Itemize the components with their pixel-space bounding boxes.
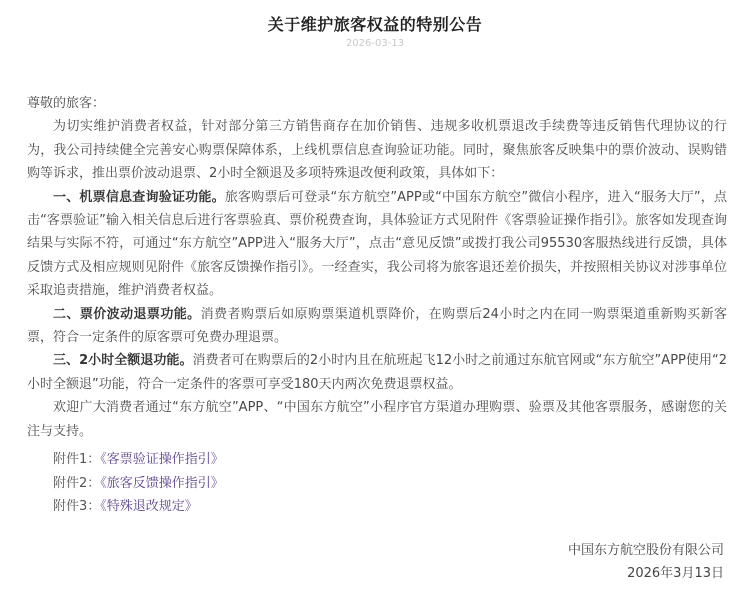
intro-paragraph: 为切实维护消费者权益，针对部分第三方销售商存在加价销售、违规多收机票退改手续费等违反销售代理协议的行为，我公司持续健全完善安心购票保障体系，上线机票信息查询验证功能。同时，聚焦旅客反映集中的票价波动、误购错购等诉求，推出票价波动退票、2小时全额退及多项特殊退改便利政策，具体如下： [27, 119, 727, 182]
section-2 [27, 303, 727, 350]
signature-company: 中国东方航空股份有限公司 [567, 543, 724, 558]
attachments-list [53, 448, 224, 519]
attachment-label: 附件3： [53, 499, 101, 514]
section-1-heading: 一、机票信息查询验证功能。 [53, 189, 225, 205]
attachment-label: 附件2： [53, 475, 101, 491]
section-3-heading: 三、2小时全额退功能。 [53, 353, 193, 369]
section-3-text: 消费者可在购票后的2小时内且在航班起飞12小时之前通过东航官网或“东方航空”APP使用“2小时全额退”功能，符合一定条件的客票可享受180天内两次免费退票权益。 [27, 353, 727, 392]
publish-date: 2026-03-13 [345, 38, 405, 49]
attachment-link-ticket-verification[interactable]: 《客票验证操作指引》 [100, 452, 224, 467]
attachment-item [53, 472, 224, 496]
section-1 [27, 186, 727, 303]
attachment-link-passenger-feedback[interactable]: 《旅客反馈操作指引》 [100, 475, 224, 491]
closing-paragraph: 欢迎广大消费者通过“东方航空”APP、“中国东方航空”小程序官方渠道办理购票、验票及其他客票服务，感谢您的关注与支持。 [27, 400, 727, 439]
section-2-heading: 二、票价波动退票功能。 [53, 306, 201, 322]
attachment-item [53, 448, 224, 472]
attachment-link-special-refund-rules[interactable]: 《特殊退改规定》 [100, 499, 198, 514]
section-1-text: 旅客购票后可登录“东方航空”APP或“中国东方航空”微信小程序，进入“服务大厅”，点击“客票验证”输入相关信息后进行客票验真、票价税费查询，具体验证方式见附件《客票验证操作指引》。旅客如发现查询结果与实际不符，可通过“东方航空”APP进入“服务大厅”，点击“意见反馈”或拨打我公司95530客服热线进行反馈，具体反馈方式及相应规则见附件《旅客反馈操作指引》。一经查实，我公司将为旅客退还差价损失，并按照相关协议对涉事单位采取追责措施，维护消费者权益。 [27, 189, 727, 299]
attachment-label: 附件1： [53, 452, 101, 467]
salutation: 尊敬的旅客： [27, 96, 106, 111]
attachment-item [53, 495, 224, 519]
section-3 [27, 349, 727, 396]
announcement-body [27, 92, 727, 443]
page-title: 关于维护旅客权益的特别公告 [267, 15, 483, 34]
signature-block [568, 539, 724, 585]
signature-date: 2026年3月13日 [627, 566, 724, 581]
section-2-text: 消费者购票后如原购票渠道机票降价，在购票后24小时之内在同一购票渠道重新购买新客票，符合一定条件的原客票可免费办理退票。 [27, 306, 727, 346]
